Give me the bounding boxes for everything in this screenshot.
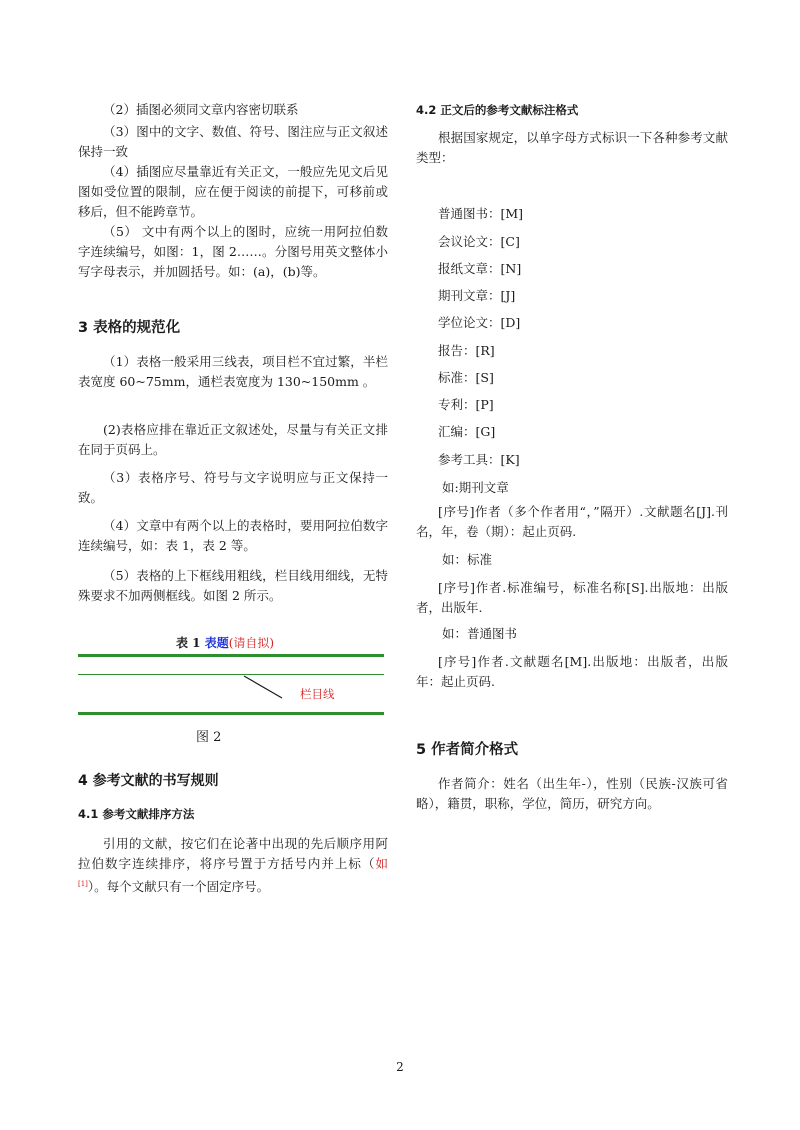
page-number: 2 [396,1060,404,1074]
example-label-journal: 如:期刊文章 [442,480,509,495]
section-4-1-heading: 4.1 参考文献排序方法 [78,807,195,821]
table-caption-prefix: 表 1 [176,636,205,650]
table-caption [176,634,274,651]
section-5-heading: 5 作者简介格式 [416,742,519,758]
table-caption-title: 表题 [204,636,229,650]
top-thick-rule [78,654,384,657]
reference-order-text-before: 引用的文献，按它们在论著中出现的先后顺序用阿拉伯数字连续排序，将序号置于方括号内并上标（ [78,836,388,871]
example-book-format: [序号]作者.文献题名[M].出版地：出版者，出版年：起止页码. [416,654,728,689]
paragraph-table-rule-3: （3）表格序号、符号与文字说明应与正文保持一致。 [78,470,388,505]
paragraph-table-rule-5: （5）表格的上下框线用粗线，栏目线用细线，无特殊要求不加两侧框线。如图 2 所示。 [78,568,388,603]
section-3-heading: 3 表格的规范化 [78,320,181,336]
example-label-book: 如：普通图书 [442,626,518,641]
figure-label: 图 2 [196,730,222,745]
example-label-standard: 如：标准 [442,552,493,567]
reference-order-text-after: ）。每个文献只有一个固定序号。 [87,879,270,895]
paragraph-figure-rule-5: （5） 文中有两个以上的图时，应统一用阿拉伯数字连续编号，如图：1，图 2……。分图号用英文整体小写字母表示，并加圆括号。如：(a)，(b)等。 [78,224,388,279]
paragraph-reference-order [78,834,388,897]
reference-example-word: 如 [375,856,388,871]
reference-type-item: 标准：[S] [438,370,494,385]
reference-type-item: 报纸文章：[N] [438,261,522,276]
reference-type-item: 专利：[P] [438,397,494,412]
table-caption-note: (请自拟) [228,636,275,650]
example-journal-format: [序号]作者（多个作者用“，”隔开）.文献题名[J].刊名，年，卷（期）：起止页码. [416,504,728,539]
reference-type-item: 会议论文：[C] [438,234,520,249]
example-standard-format: [序号]作者.标准编号，标准名称[S].出版地：出版者，出版年. [416,580,728,615]
paragraph-table-rule-1: （1）表格一般采用三线表，项目栏不宜过繁，半栏表宽度 60~75mm，通栏表宽度为 130~150mm 。 [78,354,388,389]
reference-type-item: 报告：[R] [438,343,495,358]
paragraph-table-rule-4: （4）文章中有两个以上的表格时，要用阿拉伯数字连续编号，如：表 1，表 2 等。 [78,518,388,553]
section-4-2-heading: 4.2 正文后的参考文献标注格式 [416,103,579,117]
paragraph-figure-rule-3: （3）图中的文字、数值、符号、图注应与正文叙述保持一致 [78,124,388,159]
paragraph-reference-types-intro: 根据国家规定，以单字母方式标识一下各种参考文献类型： [416,130,728,165]
paragraph-figure-rule-4: （4）插图应尽量靠近有关正文，一般应先见文后见图如受位置的限制，应在便于阅读的前提下，可移前或移后，但不能跨章节。 [78,164,388,219]
reference-superscript: [1] [78,880,88,888]
reference-type-item: 期刊文章：[J] [438,288,516,303]
paragraph-author-format: 作者简介：姓名（出生年-），性别（民族-汉族可省略），籍贯，职称，学位，简历，研究方向。 [416,776,728,811]
column-line-label: 栏目线 [300,687,335,701]
bottom-thick-rule [78,712,384,715]
reference-type-item: 普通图书：[M] [438,206,524,221]
reference-type-item: 参考工具：[K] [438,452,520,467]
reference-type-item: 学位论文：[D] [438,315,521,330]
figure-three-line-table [78,630,384,746]
reference-type-item: 汇编：[G] [438,424,496,439]
section-4-heading: 4 参考文献的书写规则 [78,773,219,789]
paragraph-table-rule-2: (2)表格应排在靠近正文叙述处，尽量与有关正文排在同于页码上。 [78,422,388,457]
paragraph-figure-rule-2: （2）插图必须同文章内容密切联系 [103,102,299,117]
